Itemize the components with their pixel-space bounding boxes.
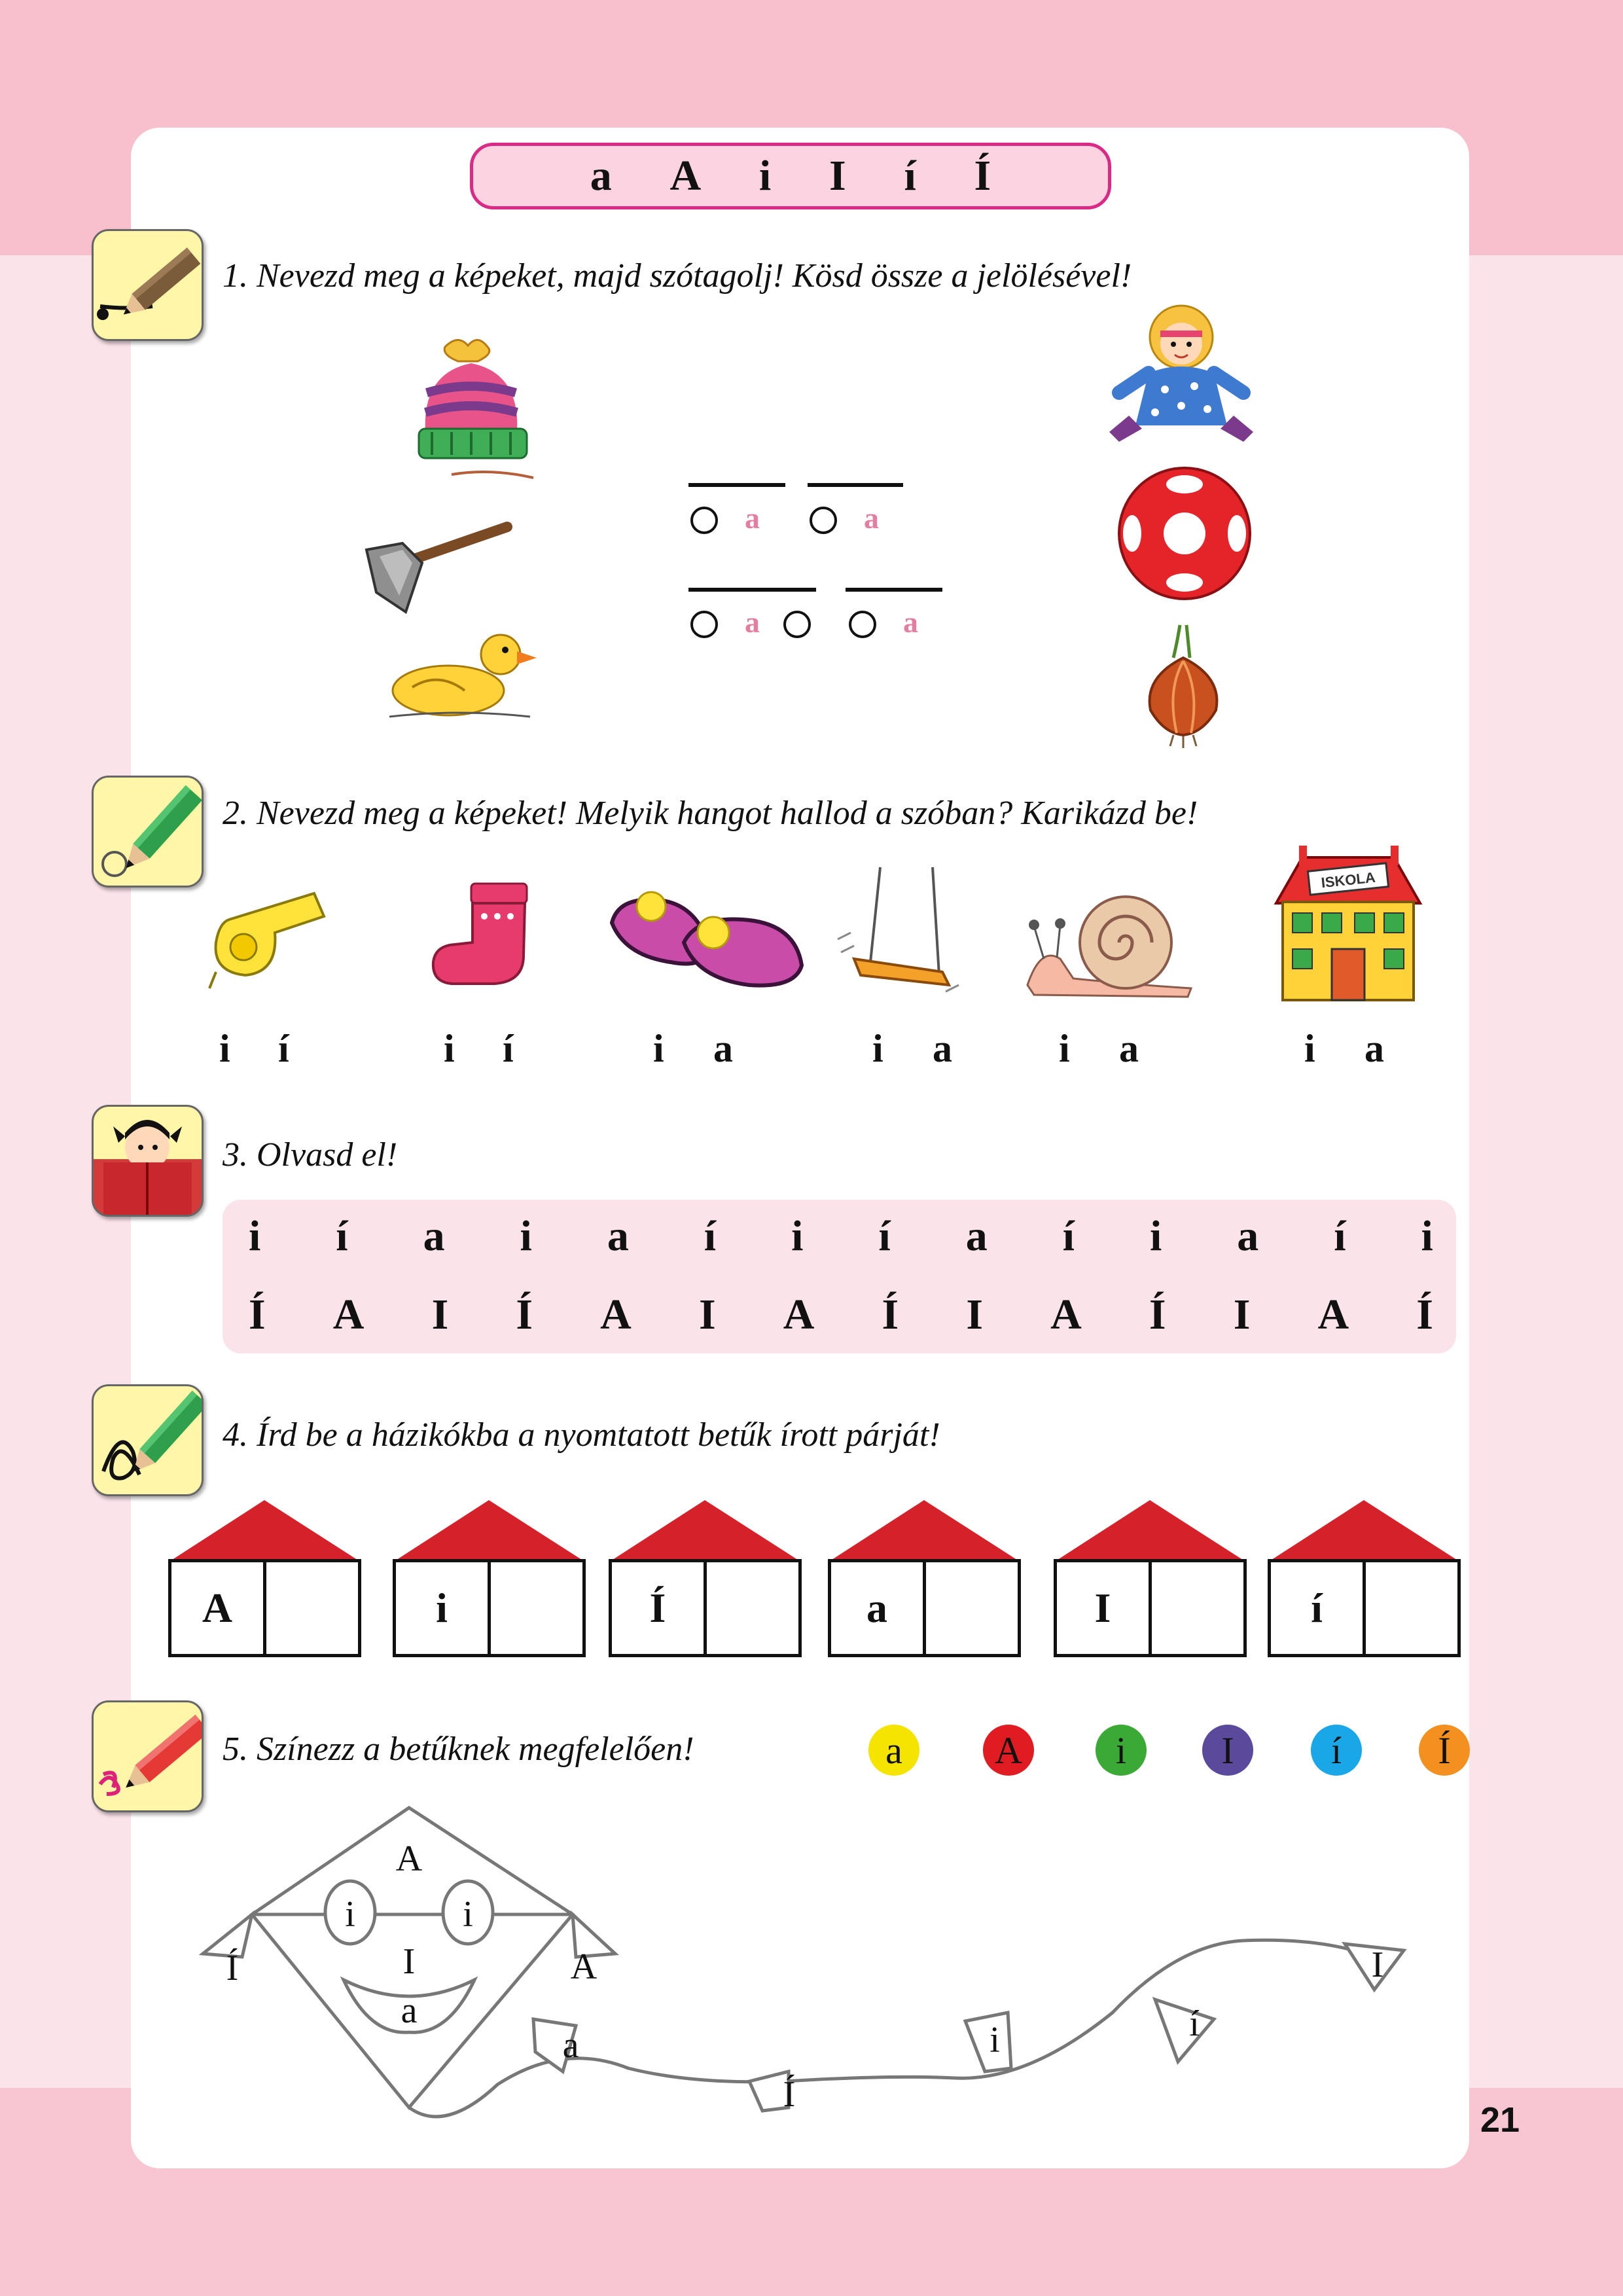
- choice-letter[interactable]: a: [713, 1027, 733, 1070]
- tail-flag[interactable]: [965, 2013, 1011, 2072]
- letter-house: [1268, 1500, 1461, 1657]
- tail-flag[interactable]: [1155, 2000, 1214, 2062]
- syllable-line: [846, 588, 942, 592]
- figure-letter: i: [345, 1894, 355, 1935]
- kite-coloring-figure: [196, 1793, 1440, 2134]
- reading-box: [223, 1200, 1456, 1354]
- read-letter: í: [336, 1212, 348, 1260]
- figure-letter: I: [402, 1941, 416, 1982]
- printed-letter: I: [1094, 1585, 1111, 1631]
- read-letter: a: [423, 1212, 445, 1260]
- legend-letter: Í: [1438, 1729, 1451, 1772]
- choice-letter[interactable]: í: [278, 1027, 289, 1070]
- hat-icon: [406, 334, 537, 481]
- cursive-pencil-icon: [92, 1384, 204, 1496]
- answer-cell[interactable]: [704, 1562, 798, 1654]
- figure-letter: í: [1189, 2003, 1200, 2044]
- printed-letter: i: [436, 1585, 448, 1631]
- printed-letter: í: [1311, 1585, 1323, 1631]
- letters-banner: [470, 143, 1111, 209]
- house-roof: [168, 1500, 361, 1562]
- choice-letter[interactable]: i: [653, 1027, 664, 1070]
- choice-letter[interactable]: a: [1364, 1027, 1384, 1070]
- ball-icon: [1113, 465, 1257, 605]
- letter-house: [1054, 1500, 1247, 1657]
- read-letter: Í: [882, 1291, 899, 1338]
- syllable-mark: a: [864, 501, 879, 535]
- read-letter: í: [704, 1212, 717, 1260]
- banner-letter: a: [590, 152, 612, 200]
- read-letter: I: [966, 1291, 984, 1338]
- whistle-icon: [203, 874, 334, 992]
- read-letter: I: [1233, 1291, 1251, 1338]
- read-letter: A: [1050, 1291, 1082, 1338]
- read-letter: A: [600, 1291, 632, 1338]
- syllable-circle: [810, 507, 837, 534]
- figure-letter: A: [570, 1946, 597, 1987]
- reading-row-upper: [249, 1290, 1433, 1340]
- house-roof: [1268, 1500, 1461, 1562]
- read-letter: í: [878, 1212, 891, 1260]
- read-letter: A: [783, 1291, 815, 1338]
- task-1-instruction: 1. Nevezd meg a képeket, majd szótagolj! Kösd össze a jelölésével!: [223, 257, 1132, 295]
- read-letter: i: [791, 1212, 804, 1260]
- house-roof: [828, 1500, 1021, 1562]
- syllable-circle: [690, 611, 718, 638]
- syllable-line: [808, 483, 903, 487]
- figure-letter: I: [1371, 1945, 1384, 1985]
- task-2-instruction: 2. Nevezd meg a képeket! Melyik hangot hallod a szóban? Karikázd be!: [223, 795, 1198, 832]
- banner-letter: Í: [974, 152, 991, 200]
- duck-icon: [386, 625, 537, 723]
- read-letter: i: [520, 1212, 532, 1260]
- legend-letter: í: [1330, 1729, 1342, 1772]
- choice-letter[interactable]: i: [219, 1027, 230, 1070]
- legend-color-dot: [868, 1725, 919, 1776]
- letter-house: [168, 1500, 361, 1657]
- house-roof: [393, 1500, 586, 1562]
- choice-letter[interactable]: i: [872, 1027, 883, 1070]
- banner-letter: i: [758, 152, 772, 200]
- read-letter: i: [249, 1212, 261, 1260]
- legend-color-dot: [1311, 1725, 1362, 1776]
- read-letter: a: [607, 1212, 629, 1260]
- choice-letter[interactable]: a: [933, 1027, 952, 1070]
- banner-letter: I: [829, 152, 846, 200]
- read-letter: i: [1421, 1212, 1433, 1260]
- onion-icon: [1137, 619, 1229, 749]
- choice-letter[interactable]: a: [1119, 1027, 1139, 1070]
- legend-color-dot: [1419, 1725, 1470, 1776]
- printed-letter: Í: [649, 1585, 666, 1631]
- syllable-line: [688, 588, 816, 592]
- syllable-line: [688, 483, 785, 487]
- syllable-mark: a: [745, 605, 760, 639]
- legend-color-dot: [1202, 1725, 1253, 1776]
- legend-letter: A: [995, 1729, 1022, 1772]
- read-letter: I: [431, 1291, 449, 1338]
- letter-house: [828, 1500, 1021, 1657]
- read-letter: a: [965, 1212, 988, 1260]
- read-letter: Í: [1416, 1291, 1433, 1338]
- reading-girl-icon: [92, 1105, 204, 1217]
- banner-letter: A: [669, 152, 702, 200]
- read-letter: i: [1149, 1212, 1162, 1260]
- syllable-circle: [783, 611, 811, 638]
- school-sign: ISKOLA: [1320, 869, 1376, 891]
- letter-house: [393, 1500, 586, 1657]
- syllable-circle: [690, 507, 718, 534]
- read-letter: Í: [516, 1291, 533, 1338]
- choice-letter[interactable]: i: [1059, 1027, 1070, 1070]
- legend-letter: a: [885, 1729, 902, 1772]
- figure-letter: Í: [783, 2074, 796, 2115]
- snail-icon: [1021, 880, 1198, 998]
- read-letter: í: [1062, 1212, 1075, 1260]
- house-roof: [609, 1500, 802, 1562]
- read-letter: A: [332, 1291, 365, 1338]
- choice-letter[interactable]: i: [1304, 1027, 1315, 1070]
- letter-house: [609, 1500, 802, 1657]
- read-letter: a: [1237, 1212, 1259, 1260]
- legend-color-dot: [983, 1725, 1034, 1776]
- figure-letter: Í: [226, 1948, 239, 1988]
- sock-icon: [425, 880, 543, 992]
- answer-cell[interactable]: [263, 1562, 358, 1654]
- swing-icon: [834, 864, 965, 1008]
- legend-letter: i: [1115, 1729, 1127, 1772]
- figure-letter: i: [990, 2020, 1000, 2060]
- school-icon: [1270, 844, 1427, 1008]
- read-letter: A: [1317, 1291, 1349, 1338]
- legend-letter: I: [1221, 1729, 1234, 1772]
- read-letter: í: [1334, 1212, 1346, 1260]
- answer-cell[interactable]: [1363, 1562, 1457, 1654]
- printed-letter: A: [202, 1585, 233, 1631]
- house-roof: [1054, 1500, 1247, 1562]
- banner-letter: í: [904, 152, 916, 200]
- answer-cell[interactable]: [923, 1562, 1018, 1654]
- read-letter: I: [698, 1291, 716, 1338]
- figure-letter: i: [463, 1894, 473, 1935]
- read-letter: Í: [249, 1291, 266, 1338]
- task-4-instruction: 4. Írd be a házikókba a nyomtatott betűk írott párját!: [223, 1416, 940, 1454]
- figure-letter: A: [395, 1839, 423, 1879]
- pencil-writing-icon: [92, 229, 204, 341]
- answer-cell[interactable]: [1149, 1562, 1243, 1654]
- reading-row-lower: [249, 1211, 1433, 1261]
- task-5-instruction: 5. Színezz a betűknek megfelelően!: [223, 1731, 694, 1768]
- read-letter: Í: [1149, 1291, 1166, 1338]
- answer-cell[interactable]: [488, 1562, 582, 1654]
- syllable-circle: [849, 611, 876, 638]
- coloring-pencil-icon: [92, 1700, 204, 1812]
- legend-color-dot: [1096, 1725, 1147, 1776]
- hoe-icon: [360, 511, 517, 622]
- task-3-instruction: 3. Olvasd el!: [223, 1136, 398, 1174]
- figure-letter: a: [562, 2025, 579, 2066]
- page-number: 21: [1480, 2100, 1520, 2140]
- syllable-mark: a: [745, 501, 760, 535]
- doll-icon: [1103, 301, 1260, 452]
- printed-letter: a: [866, 1585, 887, 1631]
- green-pencil-circle-icon: [92, 776, 204, 888]
- syllable-mark: a: [903, 605, 918, 639]
- figure-letter: a: [401, 1990, 418, 2031]
- choice-letter[interactable]: í: [503, 1027, 514, 1070]
- slippers-icon: [605, 877, 808, 995]
- choice-letter[interactable]: i: [444, 1027, 455, 1070]
